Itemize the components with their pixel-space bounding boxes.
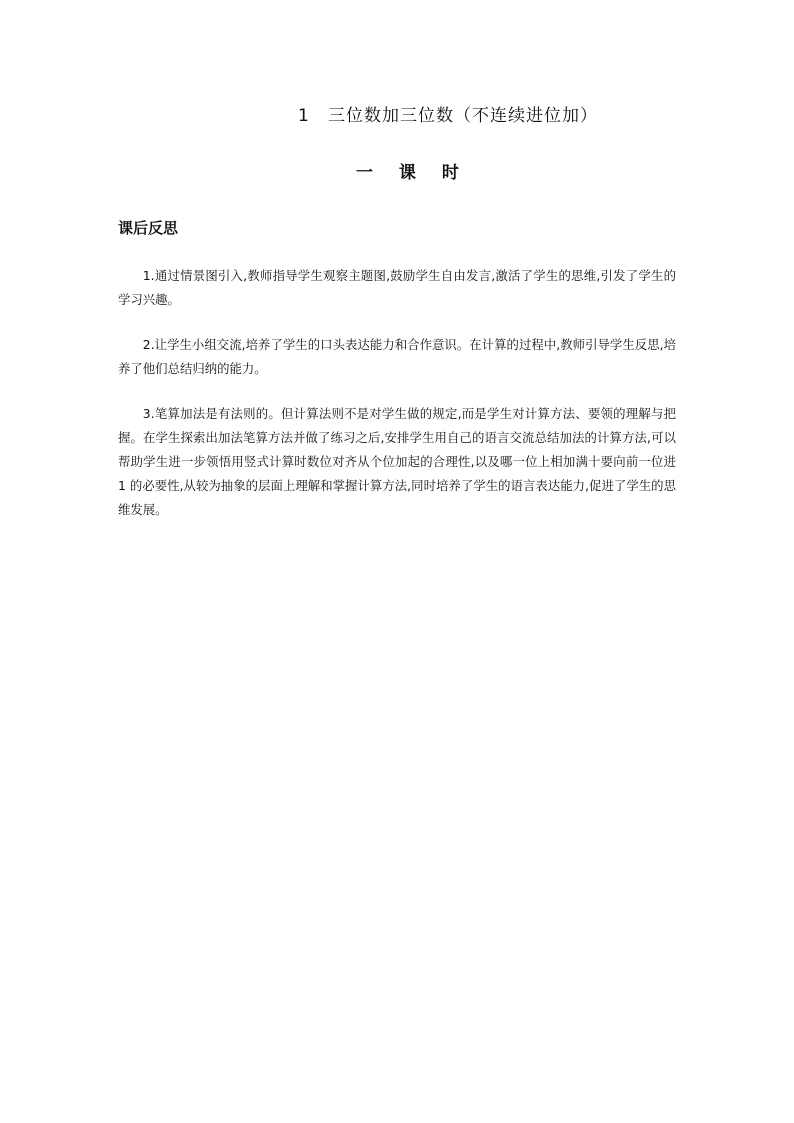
reflection-paragraph-1: 1.通过情景图引入,教师指导学生观察主题图,鼓励学生自由发言,激活了学生的思维,引发了学生的学习兴趣。	[118, 268, 676, 307]
lesson-subtitle: 一 课 时	[356, 163, 469, 183]
lesson-number: 1	[298, 106, 310, 126]
reflection-paragraph-3: 3.笔算加法是有法则的。但计算法则不是对学生做的规定,而是学生对计算方法、要领的理解与把握。在学生探索出加法笔算方法并做了练习之后,安排学生用自己的语言交流总结加法的计算方法,可以帮助学生进一步领悟用竖式计算时数位对齐从个位加起的合理性,以及哪一位上相加满十要向前一位进 1 的必要性,从较为抽象的层面上理解和掌握计算方法,同时培养了学生的语言表达能力,促进了学生的思维发展。	[118, 406, 676, 517]
lesson-title-text: 三位数加三位数（不连续进位加）	[328, 106, 598, 126]
reflection-body	[118, 264, 676, 543]
reflection-paragraph-2: 2.让学生小组交流,培养了学生的口头表达能力和合作意识。在计算的过程中,教师引导学生反思,培养了他们总结归纳的能力。	[118, 337, 676, 376]
section-heading: 课后反思	[118, 219, 179, 237]
lesson-title	[0, 104, 794, 128]
